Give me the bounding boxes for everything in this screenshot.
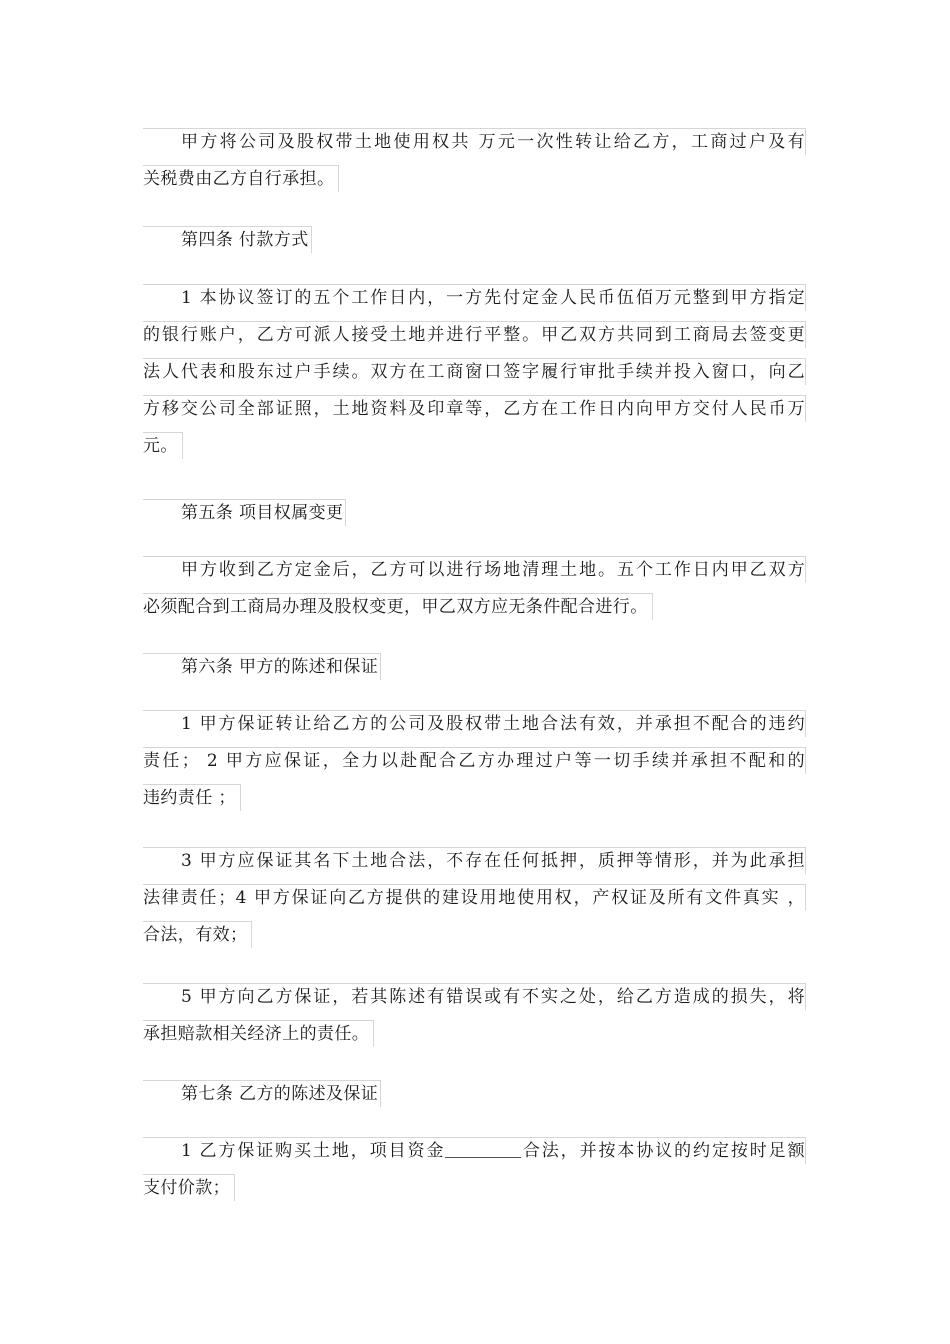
text-line: 支付价款； [143, 1174, 235, 1201]
article-5-heading [143, 499, 806, 540]
paragraph-transfer-price [143, 128, 806, 206]
article-7-heading [143, 1080, 806, 1121]
article-6-heading [143, 653, 806, 694]
paragraph-ownership-change [143, 556, 806, 634]
text-line: 3 甲方应保证其名下土地合法，不存在任何抵押，质押等情形，并为此承担 [143, 847, 806, 874]
text-line: 1 本协议签订的五个工作日内，一方先付定金人民币伍佰万元整到甲方指定 [143, 284, 806, 311]
text-line: 的银行账户，乙方可派人接受土地并进行平整。甲乙双方共同到工商局去签变更 [143, 321, 806, 348]
article-4-heading [143, 226, 806, 267]
paragraph-payment-terms [143, 284, 806, 473]
text-line: 5 甲方向乙方保证，若其陈述有错误或有不实之处，给乙方造成的损失，将 [143, 983, 806, 1010]
text-line: 1 甲方保证转让给乙方的公司及股权带土地合法有效，并承担不配合的违约 [143, 710, 806, 737]
text-line: 甲方将公司及股权带土地使用权共 万元一次性转让给乙方，工商过户及有 [143, 128, 806, 155]
heading-text: 第四条 付款方式 [143, 226, 312, 253]
text-segment: 1 乙方保证购买土地，项目资金 [181, 1141, 446, 1161]
heading-text: 第六条 甲方的陈述和保证 [143, 653, 381, 680]
text-line: 合法，有效； [143, 921, 252, 948]
fill-in-blank [445, 1139, 521, 1158]
text-line: 元。 [143, 432, 183, 459]
text-line: 承担赔款相关经济上的责任。 [143, 1020, 374, 1047]
text-line: 责任； 2 甲方应保证，全力以赴配合乙方办理过户等一切手续并承担不配和的 [143, 747, 806, 774]
paragraph-party-a-guarantee-2 [143, 847, 806, 962]
text-segment: 合法，并按本协议的约定按时足额 [521, 1141, 805, 1161]
heading-text: 第五条 项目权属变更 [143, 499, 346, 526]
paragraph-party-a-guarantee-1 [143, 710, 806, 825]
text-line: 方移交公司全部证照，土地资料及印章等，乙方在工作日内向甲方交付人民币万 [143, 395, 806, 422]
heading-text: 第七条 乙方的陈述及保证 [143, 1080, 381, 1107]
text-line: 法人代表和股东过户手续。双方在工商窗口签字履行审批手续并投入窗口，向乙 [143, 358, 806, 385]
paragraph-party-a-guarantee-3 [143, 983, 806, 1061]
text-line [143, 1137, 806, 1164]
text-line: 甲方收到乙方定金后，乙方可以进行场地清理土地。五个工作日内甲乙双方 [143, 556, 806, 583]
text-line: 关税费由乙方自行承担。 [143, 165, 339, 192]
paragraph-party-b-guarantee [143, 1137, 806, 1215]
text-line: 必须配合到工商局办理及股权变更，甲乙双方应无条件配合进行。 [143, 593, 653, 620]
text-line: 法律责任；4 甲方保证向乙方提供的建设用地使用权，产权证及所有文件真实 ， [143, 884, 806, 911]
text-line: 违约责任 ； [143, 784, 241, 811]
